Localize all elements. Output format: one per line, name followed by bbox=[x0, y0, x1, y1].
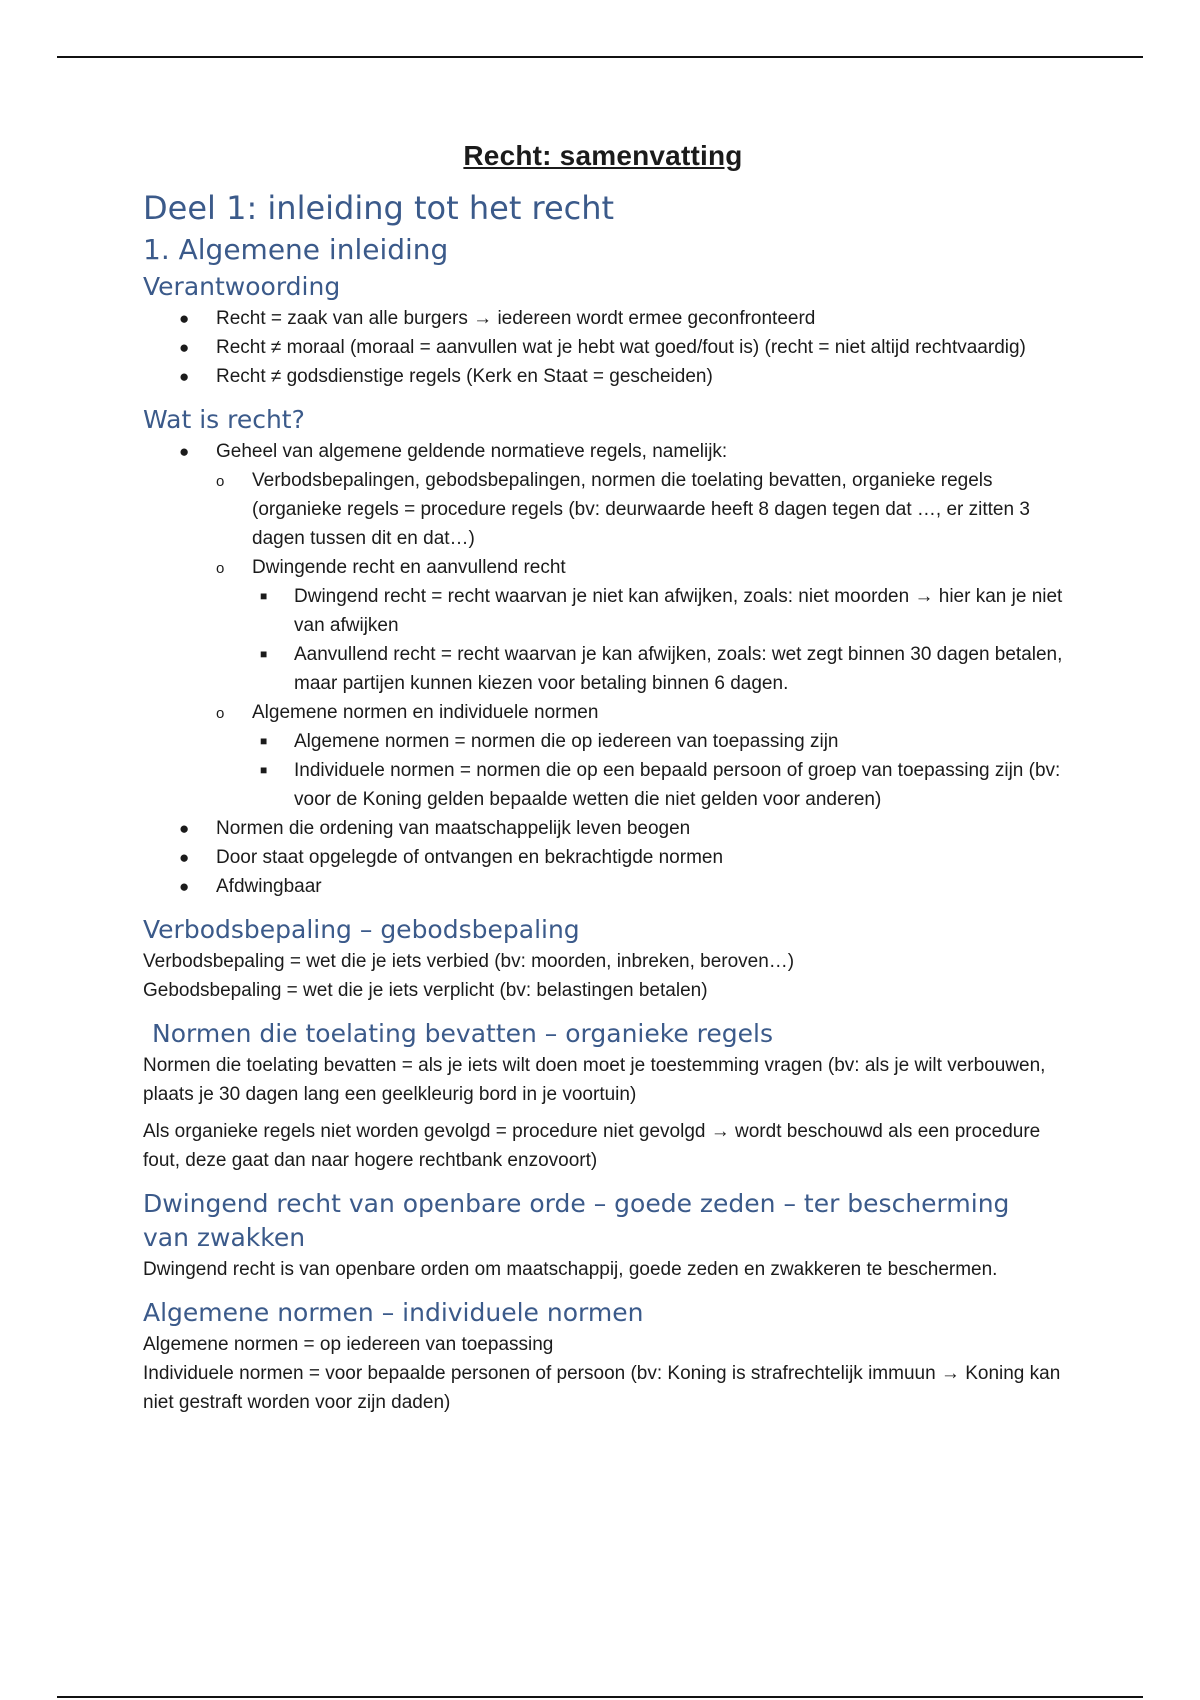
wat-is-recht-list bbox=[143, 437, 1063, 901]
footer-rule bbox=[57, 1696, 1143, 1698]
bullet-disc: ● bbox=[179, 309, 190, 328]
sub-sub-list bbox=[252, 727, 1063, 814]
section-heading-verbodsbepaling: Verbodsbepaling – gebodsbepaling bbox=[143, 915, 580, 944]
verantwoording-list bbox=[143, 304, 1063, 391]
bullet-square: ■ bbox=[260, 734, 268, 748]
list-item: ● Geheel van algemene geldende normatieve regels, namelijk: o Verbodsbepalingen, gebodsbepalingen, normen die toelating bevatten, organieke regels (organieke regels = procedure regels (bv: deurwaarde heeft 8 dagen tegen dat …, er zitten 3 dagen tussen dit en dat…) o Dwingende recht en aanvullend recht ■ Dwingend recht = recht waarvan je niet kan afwijken, zoals: niet moorden → hier kan je niet van afwijken ■ Aanvullend recht = recht waarvan je kan afwijken, zoals: wet zegt binnen 30 dagen betalen, maar partijen kunnen kiezen voor betaling binnen 6 dagen. o Algemene normen en individuele normen ■ Algemene normen = normen die op iedereen van toepassing zijn ■ Individuele normen = normen die op een bepaald persoon of groep van toepassing zijn (bv: voor de Koning gelden bepaalde wetten die niet gelden voor anderen) bbox=[143, 437, 1063, 814]
list-item: ● Door staat opgelegde of ontvangen en bekrachtigde normen bbox=[143, 843, 1063, 872]
list-item: o Dwingende recht en aanvullend recht ■ Dwingend recht = recht waarvan je niet kan afwijken, zoals: niet moorden → hier kan je niet van afwijken ■ Aanvullend recht = recht waarvan je kan afwijken, zoals: wet zegt binnen 30 dagen betalen, maar partijen kunnen kiezen voor betaling binnen 6 dagen. bbox=[216, 553, 1063, 698]
list-item: ● Recht ≠ moraal (moraal = aanvullen wat je hebt wat goed/fout is) (recht = niet altijd rechtvaardig) bbox=[143, 333, 1063, 362]
document-title: Recht: samenvatting bbox=[463, 140, 743, 171]
header-rule bbox=[57, 56, 1143, 58]
bullet-square: ■ bbox=[260, 589, 268, 603]
bullet-disc: ● bbox=[179, 367, 190, 386]
paragraph: Verbodsbepaling = wet die je iets verbied (bv: moorden, inbreken, beroven…) bbox=[143, 951, 795, 972]
section-heading-normen: Algemene normen – individuele normen bbox=[143, 1298, 644, 1327]
paragraph: Individuele normen = voor bepaalde personen of persoon (bv: Koning is strafrechtelijk immuun → Koning kan niet gestraft worden voor zijn daden) bbox=[143, 1363, 1061, 1413]
bullet-circle: o bbox=[216, 705, 225, 722]
bullet-disc: ● bbox=[179, 848, 190, 867]
section-heading-wat-is-recht: Wat is recht? bbox=[143, 405, 305, 434]
list-item: ■ Algemene normen = normen die op iedereen van toepassing zijn bbox=[252, 727, 1063, 756]
paragraph: Algemene normen = op iedereen van toepassing bbox=[143, 1334, 554, 1355]
sub-list bbox=[143, 466, 1063, 814]
bullet-square: ■ bbox=[260, 763, 268, 777]
sub-sub-list bbox=[252, 582, 1063, 698]
list-item: o Verbodsbepalingen, gebodsbepalingen, normen die toelating bevatten, organieke regels (organieke regels = procedure regels (bv: deurwaarde heeft 8 dagen tegen dat …, er zitten 3 dagen tussen dit en dat…) bbox=[216, 466, 1063, 553]
paragraph: Dwingend recht is van openbare orden om maatschappij, goede zeden en zwakkeren te beschermen. bbox=[143, 1259, 998, 1280]
list-item: ■ Dwingend recht = recht waarvan je niet kan afwijken, zoals: niet moorden → hier kan je niet van afwijken bbox=[252, 582, 1063, 640]
section-heading-verantwoording: Verantwoording bbox=[143, 272, 341, 301]
list-item: ● Recht = zaak van alle burgers → iedereen wordt ermee geconfronteerd bbox=[143, 304, 1063, 333]
bullet-disc: ● bbox=[179, 819, 190, 838]
bullet-circle: o bbox=[216, 473, 225, 490]
bullet-circle: o bbox=[216, 560, 225, 577]
paragraph: Normen die toelating bevatten = als je iets wilt doen moet je toestemming vragen (bv: als je wilt verbouwen, plaats je 30 dagen lang een geelkleurig bord in je voortuin) bbox=[143, 1055, 1046, 1105]
part-heading: Deel 1: inleiding tot het recht bbox=[143, 189, 615, 227]
section-heading-toelating: Normen die toelating bevatten – organieke regels bbox=[152, 1019, 773, 1048]
section-heading-dwingend-recht: Dwingend recht van openbare orde – goede zeden – ter bescherming van zwakken bbox=[143, 1189, 1010, 1252]
bullet-square: ■ bbox=[260, 647, 268, 661]
chapter-heading: 1. Algemene inleiding bbox=[143, 233, 449, 266]
list-item: ● Normen die ordening van maatschappelijk leven beogen bbox=[143, 814, 1063, 843]
list-item: ■ Aanvullend recht = recht waarvan je kan afwijken, zoals: wet zegt binnen 30 dagen betalen, maar partijen kunnen kiezen voor betaling binnen 6 dagen. bbox=[252, 640, 1063, 698]
paragraph: Gebodsbepaling = wet die je iets verplicht (bv: belastingen betalen) bbox=[143, 980, 708, 1001]
list-item: o Algemene normen en individuele normen ■ Algemene normen = normen die op iedereen van toepassing zijn ■ Individuele normen = normen die op een bepaald persoon of groep van toepassing zijn (bv: voor de Koning gelden bepaalde wetten die niet gelden voor anderen) bbox=[216, 698, 1063, 814]
bullet-disc: ● bbox=[179, 338, 190, 357]
list-item: ● Recht ≠ godsdienstige regels (Kerk en Staat = gescheiden) bbox=[143, 362, 1063, 391]
bullet-disc: ● bbox=[179, 442, 190, 461]
list-item: ■ Individuele normen = normen die op een bepaald persoon of groep van toepassing zijn (bv: voor de Koning gelden bepaalde wetten die niet gelden voor anderen) bbox=[252, 756, 1063, 814]
document-page bbox=[143, 140, 1063, 1417]
bullet-disc: ● bbox=[179, 877, 190, 896]
list-item: ● Afdwingbaar bbox=[143, 872, 1063, 901]
paragraph: Als organieke regels niet worden gevolgd = procedure niet gevolgd → wordt beschouwd als een procedure fout, deze gaat dan naar hogere rechtbank enzovoort) bbox=[143, 1121, 1041, 1171]
